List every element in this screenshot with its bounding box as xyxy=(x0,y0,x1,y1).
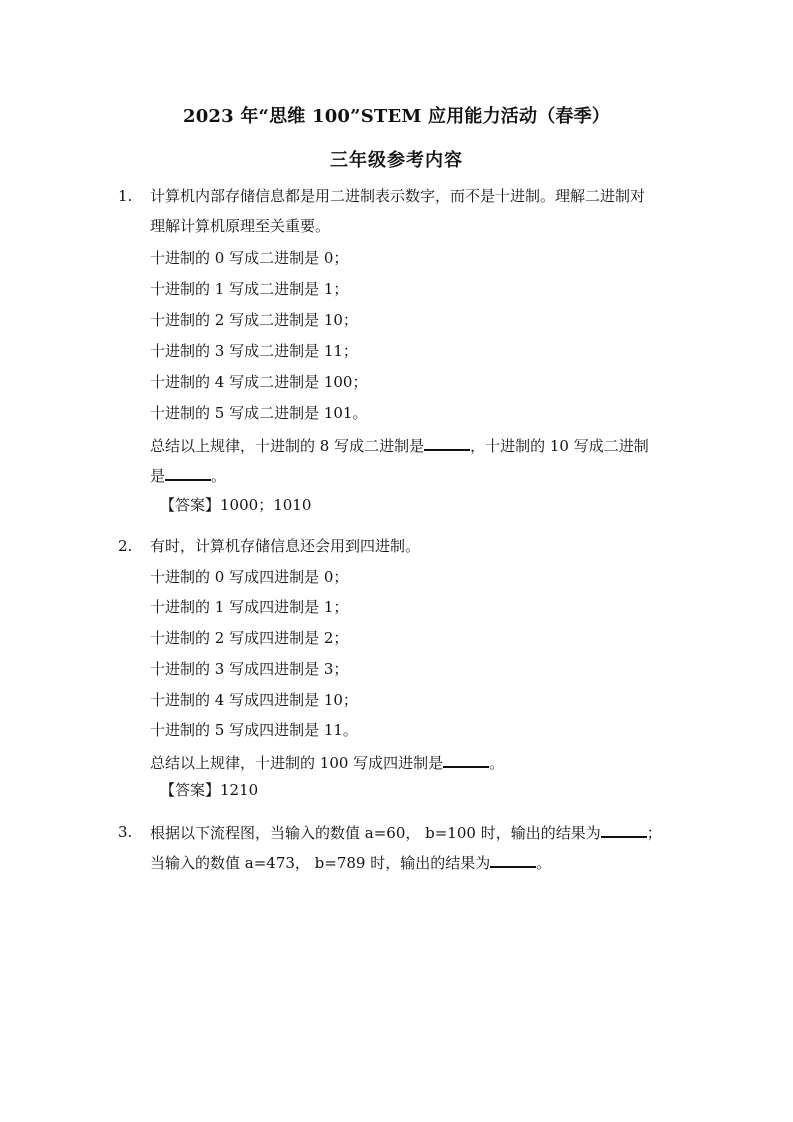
rule-line: 十进制的 2 写成二进制是 10； xyxy=(150,311,358,329)
question-text: 理解计算机原理至关重要。 xyxy=(150,217,331,235)
page-title: 2023 年“思维 100”STEM 应用能力活动（春季） xyxy=(182,106,610,127)
answer-blank xyxy=(165,465,211,481)
question-text-part: ； xyxy=(646,824,662,842)
answer-blank xyxy=(443,752,489,768)
rule-line: 十进制的 4 写成二进制是 100； xyxy=(150,373,368,391)
answer-label: 【答案】 xyxy=(160,781,221,799)
rule-line: 十进制的 1 写成四进制是 1； xyxy=(150,598,349,616)
rule-line: 十进制的 5 写成二进制是 101。 xyxy=(150,404,368,422)
question-text-part: 当输入的数值 a=473， b=789 时，输出的结果为 xyxy=(150,854,491,872)
question-text-part: 根据以下流程图，当输入的数值 a=60， b=100 时，输出的结果为 xyxy=(150,824,601,842)
summary-line xyxy=(150,752,504,773)
summary-text: 总结以上规律，十进制的 8 写成二进制是 xyxy=(150,437,425,455)
summary-text: 是 xyxy=(150,467,166,485)
answer-blank xyxy=(601,822,647,838)
rule-line: 十进制的 3 写成四进制是 3； xyxy=(150,660,349,678)
answer-value: 1000；1010 xyxy=(220,496,312,514)
summary-text: 。 xyxy=(211,467,227,485)
question-number: 2. xyxy=(118,537,133,555)
rule-line: 十进制的 0 写成四进制是 0； xyxy=(150,568,349,586)
summary-line xyxy=(150,435,649,456)
rule-line: 十进制的 1 写成二进制是 1； xyxy=(150,280,349,298)
question-text: 有时，计算机存储信息还会用到四进制。 xyxy=(150,537,421,555)
page-subtitle: 三年级参考内容 xyxy=(330,150,463,171)
question-number: 3. xyxy=(118,823,133,841)
answer-blank xyxy=(490,852,536,868)
rule-line: 十进制的 2 写成四进制是 2； xyxy=(150,629,349,647)
summary-text: 。 xyxy=(489,754,505,772)
answer-label: 【答案】 xyxy=(160,496,221,514)
answer-line xyxy=(160,780,258,800)
answer-value: 1210 xyxy=(220,781,259,799)
summary-text: ，十进制的 10 写成二进制 xyxy=(470,437,649,455)
answer-blank xyxy=(424,435,470,451)
rule-line: 十进制的 0 写成二进制是 0； xyxy=(150,249,349,267)
question-text xyxy=(150,822,662,843)
question-text: 计算机内部存储信息都是用二进制表示数字，而不是十进制。理解二进制对 xyxy=(150,187,646,205)
summary-text: 总结以上规律，十进制的 100 写成四进制是 xyxy=(150,754,444,772)
rule-line: 十进制的 3 写成二进制是 11； xyxy=(150,342,358,360)
rule-line: 十进制的 4 写成四进制是 10； xyxy=(150,691,358,709)
question-text-part: 。 xyxy=(536,854,552,872)
answer-line xyxy=(160,495,311,515)
summary-line xyxy=(150,465,226,486)
question-text xyxy=(150,852,551,873)
question-number: 1. xyxy=(118,187,133,205)
rule-line: 十进制的 5 写成四进制是 11。 xyxy=(150,721,358,739)
